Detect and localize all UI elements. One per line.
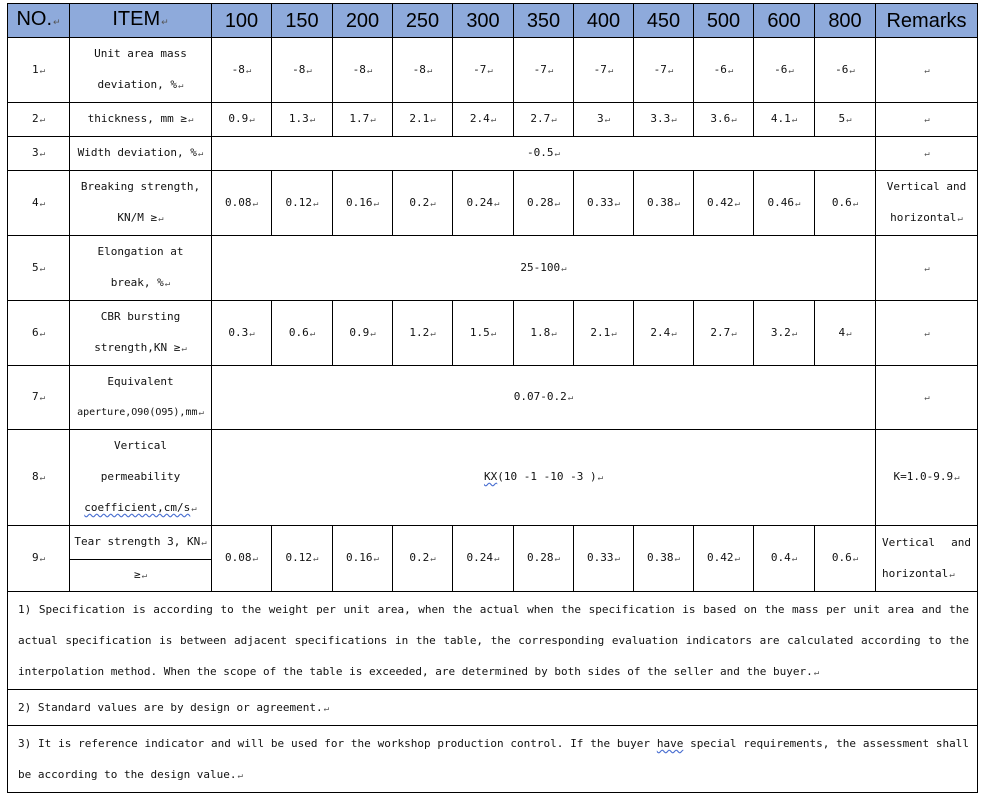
remark-line: Vertical and <box>882 535 971 549</box>
row-number: 9↵ <box>8 526 70 592</box>
header-row <box>8 4 978 38</box>
value-cell: 0.16↵ <box>333 171 393 236</box>
merged-value-cell: -0.5↵ <box>212 137 876 171</box>
value-cell: 3.2↵ <box>754 301 815 366</box>
note-row <box>8 726 978 793</box>
item-cell <box>70 236 212 301</box>
remarks-cell <box>876 526 978 592</box>
value-cell: 3↵ <box>574 103 634 137</box>
header-remarks: Remarks <box>876 4 978 38</box>
remarks-cell: ↵ <box>876 301 978 366</box>
item-line: Unit area mass <box>94 47 187 60</box>
table-row <box>8 526 978 592</box>
row-number: 1↵ <box>8 38 70 103</box>
item-line: KN/M ≥↵ <box>117 211 164 224</box>
value-cell: 2.4↵ <box>453 103 514 137</box>
item-line: permeability <box>100 470 181 483</box>
note-2: 2) Standard values are by design or agreement.↵ <box>8 690 978 726</box>
item-cell <box>70 171 212 236</box>
value-cell: 2.4↵ <box>634 301 694 366</box>
item-cell <box>70 38 212 103</box>
merged-value-cell: 0.07-0.2↵ <box>212 366 876 430</box>
table-row <box>8 366 978 430</box>
value-cell: 0.38↵ <box>634 526 694 592</box>
item-line: coefficient,cm/s↵ <box>84 501 197 514</box>
value-cell: -7↵ <box>634 38 694 103</box>
note-row <box>8 690 978 726</box>
value-cell: 0.42↵ <box>694 526 754 592</box>
item-cell <box>70 526 212 592</box>
value-cell: 0.16↵ <box>333 526 393 592</box>
item-line: CBR bursting <box>100 310 181 323</box>
value-cell: 4↵ <box>815 301 876 366</box>
value-cell: 0.4↵ <box>754 526 815 592</box>
item-line: Elongation at <box>97 245 184 258</box>
note-1: 1) Specification is according to the weight per unit area, when the actual when the specification is based on the mass per unit area and the actual specification is between adjacent specifications in the table, the corresponding evaluation indicators are calculated according to the interpolation method. When the scope of the table is exceeded, are determined by both sides of the seller and the buyer.↵ <box>8 592 978 690</box>
value-cell: 2.1↵ <box>393 103 453 137</box>
remarks-cell: K=1.0-9.9↵ <box>876 430 978 526</box>
header-item: ITEM↵ <box>70 4 212 38</box>
item-line: break, %↵ <box>110 276 171 289</box>
value-cell: 0.2↵ <box>393 526 453 592</box>
value-cell: 0.28↵ <box>514 526 574 592</box>
value-cell: 4.1↵ <box>754 103 815 137</box>
item-cell: Width deviation, %↵ <box>70 137 212 171</box>
table-row <box>8 103 978 137</box>
value-cell: 0.12↵ <box>272 171 333 236</box>
row-number: 8↵ <box>8 430 70 526</box>
value-cell: 0.6↵ <box>815 526 876 592</box>
item-line: ≥↵ <box>133 568 148 581</box>
row-number: 5↵ <box>8 236 70 301</box>
remarks-cell: ↵ <box>876 38 978 103</box>
value-cell: 2.7↵ <box>694 301 754 366</box>
remarks-cell: ↵ <box>876 366 978 430</box>
value-cell: -8↵ <box>393 38 453 103</box>
value-cell: 0.38↵ <box>634 171 694 236</box>
value-cell: 2.1↵ <box>574 301 634 366</box>
value-cell: 0.6↵ <box>272 301 333 366</box>
value-cell: 5↵ <box>815 103 876 137</box>
note-row <box>8 592 978 690</box>
header-spec: 350 <box>514 4 574 38</box>
header-spec: 250 <box>393 4 453 38</box>
item-line: Equivalent <box>107 375 174 388</box>
value-cell: 0.28↵ <box>514 171 574 236</box>
value-cell: 0.42↵ <box>694 171 754 236</box>
item-line: Vertical <box>114 439 167 452</box>
remark-line: horizontal↵ <box>882 566 955 580</box>
item-cell: thickness, mm ≥↵ <box>70 103 212 137</box>
header-spec: 100 <box>212 4 272 38</box>
merged-value-cell: KX(10 -1 -10 -3 )↵ <box>212 430 876 526</box>
value-cell: 3.6↵ <box>694 103 754 137</box>
remarks-cell: ↵ <box>876 236 978 301</box>
value-cell: 3.3↵ <box>634 103 694 137</box>
remarks-cell: ↵ <box>876 137 978 171</box>
value-cell: 0.24↵ <box>453 171 514 236</box>
value-cell: 0.33↵ <box>574 526 634 592</box>
header-spec: 400 <box>574 4 634 38</box>
value-cell: -8↵ <box>333 38 393 103</box>
item-line: strength,KN ≥↵ <box>94 341 187 354</box>
remarks-cell <box>876 171 978 236</box>
value-cell: 0.24↵ <box>453 526 514 592</box>
header-spec: 450 <box>634 4 694 38</box>
item-line: Tear strength 3, KN↵ <box>70 526 211 560</box>
note-3: 3) It is reference indicator and will be used for the workshop production control. If the buyer have special requirements, the assessment shall be according to the design value.↵ <box>8 726 978 793</box>
row-number: 3↵ <box>8 137 70 171</box>
merged-value-cell: 25-100↵ <box>212 236 876 301</box>
row-number: 6↵ <box>8 301 70 366</box>
value-cell: -6↵ <box>694 38 754 103</box>
value-cell: -7↵ <box>574 38 634 103</box>
value-cell: -7↵ <box>514 38 574 103</box>
table-row <box>8 301 978 366</box>
row-number: 4↵ <box>8 171 70 236</box>
table-row <box>8 137 978 171</box>
spec-table-container <box>7 3 977 793</box>
value-cell: 1.5↵ <box>453 301 514 366</box>
value-cell: 0.08↵ <box>212 171 272 236</box>
value-cell: 0.9↵ <box>212 103 272 137</box>
table-row <box>8 430 978 526</box>
value-cell: 0.46↵ <box>754 171 815 236</box>
header-spec: 200 <box>333 4 393 38</box>
value-cell: 0.3↵ <box>212 301 272 366</box>
value-cell: 0.9↵ <box>333 301 393 366</box>
value-cell: 1.8↵ <box>514 301 574 366</box>
item-cell <box>70 301 212 366</box>
header-spec: 150 <box>272 4 333 38</box>
value-cell: -7↵ <box>453 38 514 103</box>
value-cell: 0.08↵ <box>212 526 272 592</box>
value-cell: 0.12↵ <box>272 526 333 592</box>
table-row <box>8 236 978 301</box>
value-cell: -6↵ <box>815 38 876 103</box>
value-cell: 2.7↵ <box>514 103 574 137</box>
header-spec: 800 <box>815 4 876 38</box>
item-line: Breaking strength, <box>80 180 201 193</box>
value-cell: 1.2↵ <box>393 301 453 366</box>
value-cell: -6↵ <box>754 38 815 103</box>
value-cell: 0.6↵ <box>815 171 876 236</box>
remark-line: Vertical and <box>886 180 967 193</box>
value-cell: -8↵ <box>272 38 333 103</box>
value-cell: 0.33↵ <box>574 171 634 236</box>
value-cell: -8↵ <box>212 38 272 103</box>
item-line: aperture,O90(O95),mm↵ <box>77 407 204 418</box>
header-spec: 500 <box>694 4 754 38</box>
item-cell <box>70 430 212 526</box>
value-cell: 1.3↵ <box>272 103 333 137</box>
row-number: 2↵ <box>8 103 70 137</box>
row-number: 7↵ <box>8 366 70 430</box>
item-line: deviation, %↵ <box>97 78 184 91</box>
header-no: NO.↵ <box>8 4 70 38</box>
specification-table <box>7 3 978 793</box>
value-cell: 0.2↵ <box>393 171 453 236</box>
item-cell <box>70 366 212 430</box>
remarks-cell: ↵ <box>876 103 978 137</box>
remark-line: horizontal↵ <box>890 211 963 224</box>
table-row <box>8 38 978 103</box>
value-cell: 1.7↵ <box>333 103 393 137</box>
table-row <box>8 171 978 236</box>
header-spec: 600 <box>754 4 815 38</box>
header-spec: 300 <box>453 4 514 38</box>
